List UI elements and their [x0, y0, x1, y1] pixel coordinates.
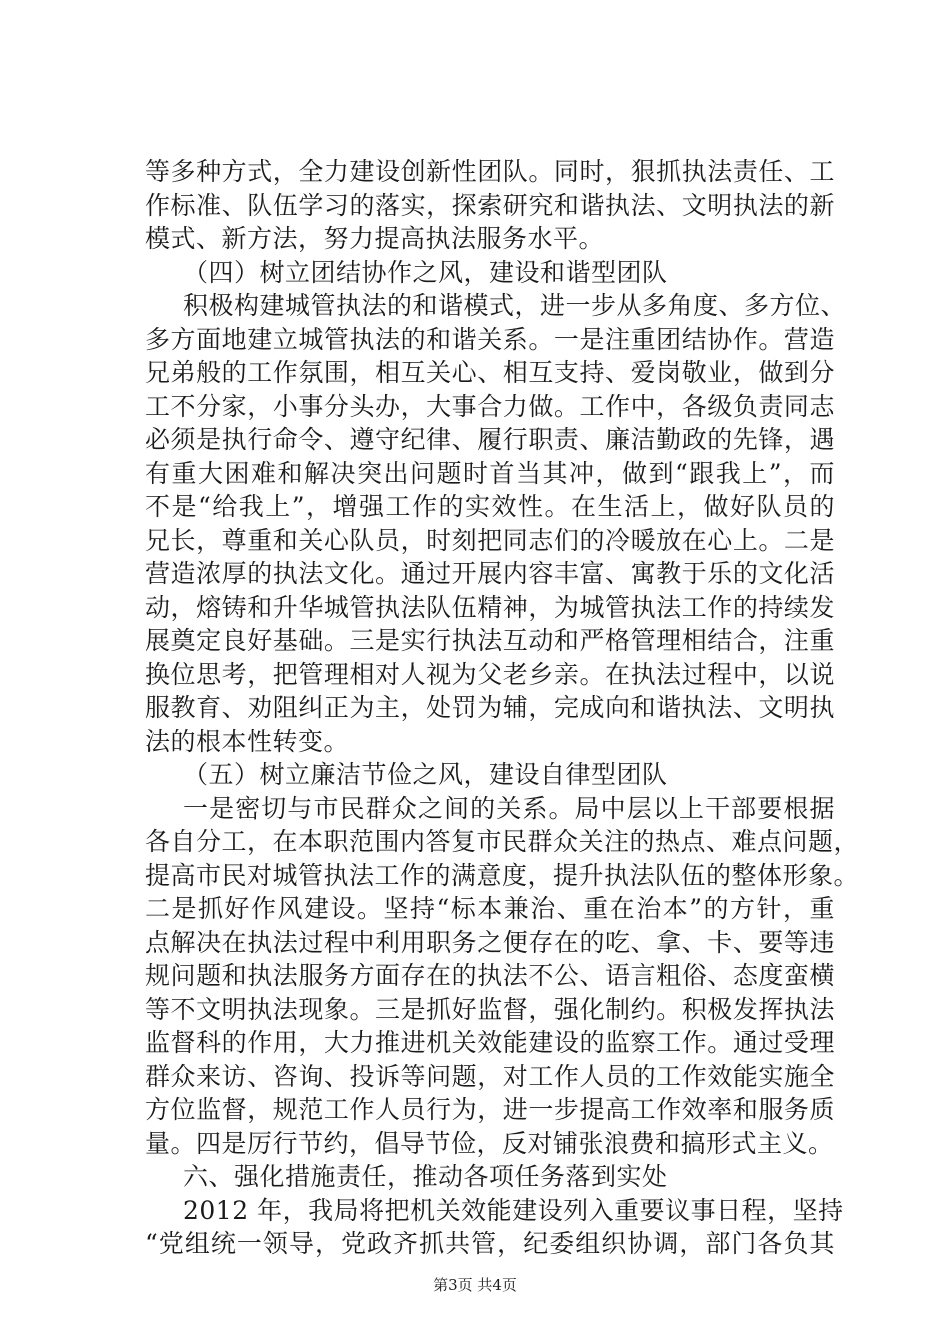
- paragraph-line: 提高市民对城管执法工作的满意度，提升执法队伍的整体形象。: [145, 860, 860, 890]
- document-body: [145, 155, 860, 1261]
- paragraph-line: 等多种方式，全力建设创新性团队。同时，狠抓执法责任、工: [145, 157, 835, 186]
- paragraph-line: 动，熔铸和升华城管执法队伍精神，为城管执法工作的持续发: [145, 592, 835, 622]
- paragraph-line: 群众来访、咨询、投诉等问题，对工作人员的工作效能实施全: [145, 1061, 835, 1091]
- paragraph-line: 监督科的作用，大力推进机关效能建设的监察工作。通过受理: [145, 1028, 835, 1057]
- paragraph-line: 服教育、劝阻纠正为主，处罚为辅，完成向和谐执法、文明执: [145, 693, 835, 722]
- paragraph-line: 积极构建城管执法的和谐模式，进一步从多角度、多方位、: [183, 291, 847, 320]
- paragraph-line: 法的根本性转变。: [145, 726, 350, 756]
- paragraph-line: 方位监督，规范工作人员行为，进一步提高工作效率和服务质: [145, 1095, 835, 1124]
- paragraph-line: 二是抓好作风建设。坚持“标本兼治、重在治本”的方针，重: [145, 894, 835, 923]
- paragraph-line: 工不分家，小事分头办，大事合力做。工作中，各级负责同志: [145, 391, 835, 421]
- paragraph-line: 不是“给我上”，增强工作的实效性。在生活上，做好队员的: [145, 492, 835, 521]
- paragraph-line: 各自分工，在本职范围内答复市民群众关注的热点、难点问题，: [145, 827, 860, 856]
- paragraph-line: “党组统一领导，党政齐抓共管，纪委组织协调，部门各负其: [145, 1229, 835, 1258]
- paragraph-line: 等不文明执法现象。三是抓好监督，强化制约。积极发挥执法: [145, 994, 835, 1024]
- paragraph-line: 2012 年，我局将把机关效能建设列入重要议事日程，坚持: [183, 1195, 844, 1225]
- section-heading: 六、强化措施责任，推动各项任务落到实处: [183, 1162, 668, 1191]
- paragraph-line: 量。四是厉行节约，倡导节俭，反对铺张浪费和搞形式主义。: [145, 1128, 834, 1158]
- page-footer: 第3页 共4页: [433, 1276, 517, 1294]
- paragraph-line: 换位思考，把管理相对人视为父老乡亲。在执法过程中，以说: [145, 659, 835, 689]
- paragraph-line: 展奠定良好基础。三是实行执法互动和严格管理相结合，注重: [145, 626, 835, 655]
- paragraph-line: 必须是执行命令、遵守纪律、履行职责、廉洁勤政的先锋，遇: [145, 425, 835, 454]
- paragraph-line: 一是密切与市民群众之间的关系。局中层以上干部要根据: [183, 793, 835, 823]
- paragraph-line: 营造浓厚的执法文化。通过开展内容丰富、寓教于乐的文化活: [145, 559, 835, 588]
- paragraph-line: 点解决在执法过程中利用职务之便存在的吃、拿、卡、要等违: [145, 927, 835, 957]
- paragraph-line: 多方面地建立城管执法的和谐关系。一是注重团结协作。营造: [145, 324, 835, 354]
- paragraph-line: 规问题和执法服务方面存在的执法不公、语言粗俗、态度蛮横: [145, 961, 835, 990]
- paragraph-line: 作标准、队伍学习的落实，探索研究和谐执法、文明执法的新: [145, 190, 835, 220]
- paragraph-line: 兄长，尊重和关心队员，时刻把同志们的冷暖放在心上。二是: [145, 525, 835, 555]
- paragraph-line: 兄弟般的工作氛围，相互关心、相互支持、爱岗敬业，做到分: [145, 358, 835, 387]
- paragraph-line: 模式、新方法，努力提高执法服务水平。: [145, 224, 605, 253]
- section-heading: （四）树立团结协作之风，建设和谐型团队: [183, 257, 668, 287]
- paragraph-line: 有重大困难和解决突出问题时首当其冲，做到“跟我上”，而: [145, 458, 835, 488]
- section-heading: （五）树立廉洁节俭之风，建设自律型团队: [183, 760, 668, 789]
